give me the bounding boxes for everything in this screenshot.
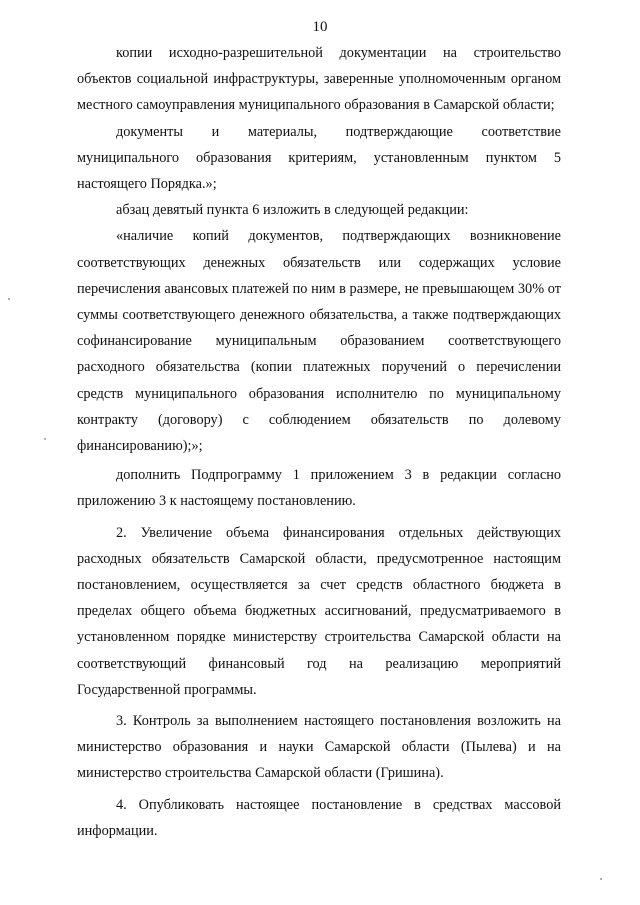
- paragraph-monetary-obligations: «наличие копий документов, подтверждающих возникновение соответствующих денежных обязательств или содержащих условие перечисления авансовых платежей по ним в размере, не превышающем 30% от суммы соответствующего денежного обязательства, а также подтверждающих софинансирование муниципальным образованием соответствующего расходного обязательства (копии платежных поручений о перечислении средств муниципального образования исполнителю по муниципальному контракту (договору) с соблюдением обязательств по долевому финансированию);»;: [77, 228, 561, 455]
- document-body: [77, 40, 561, 844]
- paragraph-clause-2-financing: 2. Увеличение объема финансирования отдельных действующих расходных обязательств Самарской области, предусмотренное настоящим постановлением, осуществляется за счет средств областного бюджета в пределах общего объема бюджетных ассигнований, предусматриваемого в установленном порядке министерству строительства Самарской области на соответствующий финансовый год на реализацию мероприятий Государственной программы.: [77, 524, 561, 698]
- scan-speck: [8, 298, 10, 300]
- paragraph-clause-4-publish: 4. Опубликовать настоящее постановление в средствах массовой информации.: [77, 796, 561, 839]
- paragraph-add-appendix-3: дополнить Подпрограмму 1 приложением 3 в редакции согласно приложению 3 к настоящему постановлению.: [77, 467, 561, 510]
- scan-speck: [44, 438, 46, 440]
- page-number: 10: [312, 19, 328, 35]
- scan-speck: [600, 878, 602, 880]
- paragraph-criteria-docs: документы и материалы, подтверждающие соответствие муниципального образования критериям, установленным пунктом 5 настоящего Порядка.»;: [77, 123, 561, 193]
- paragraph-amend-point-6: абзац девятый пункта 6 изложить в следующей редакции:: [116, 202, 469, 219]
- paragraph-clause-3-control: 3. Контроль за выполнением настоящего постановления возложить на министерство образования и науки Самарской области (Пылева) и на министерство строительства Самарской области (Гришина).: [77, 713, 561, 782]
- paragraph-permit-docs: копии исходно-разрешительной документации на строительство объектов социальной инфраструктуры, заверенные уполномоченным органом местного самоуправления муниципального образования в Самарской области;: [77, 45, 561, 114]
